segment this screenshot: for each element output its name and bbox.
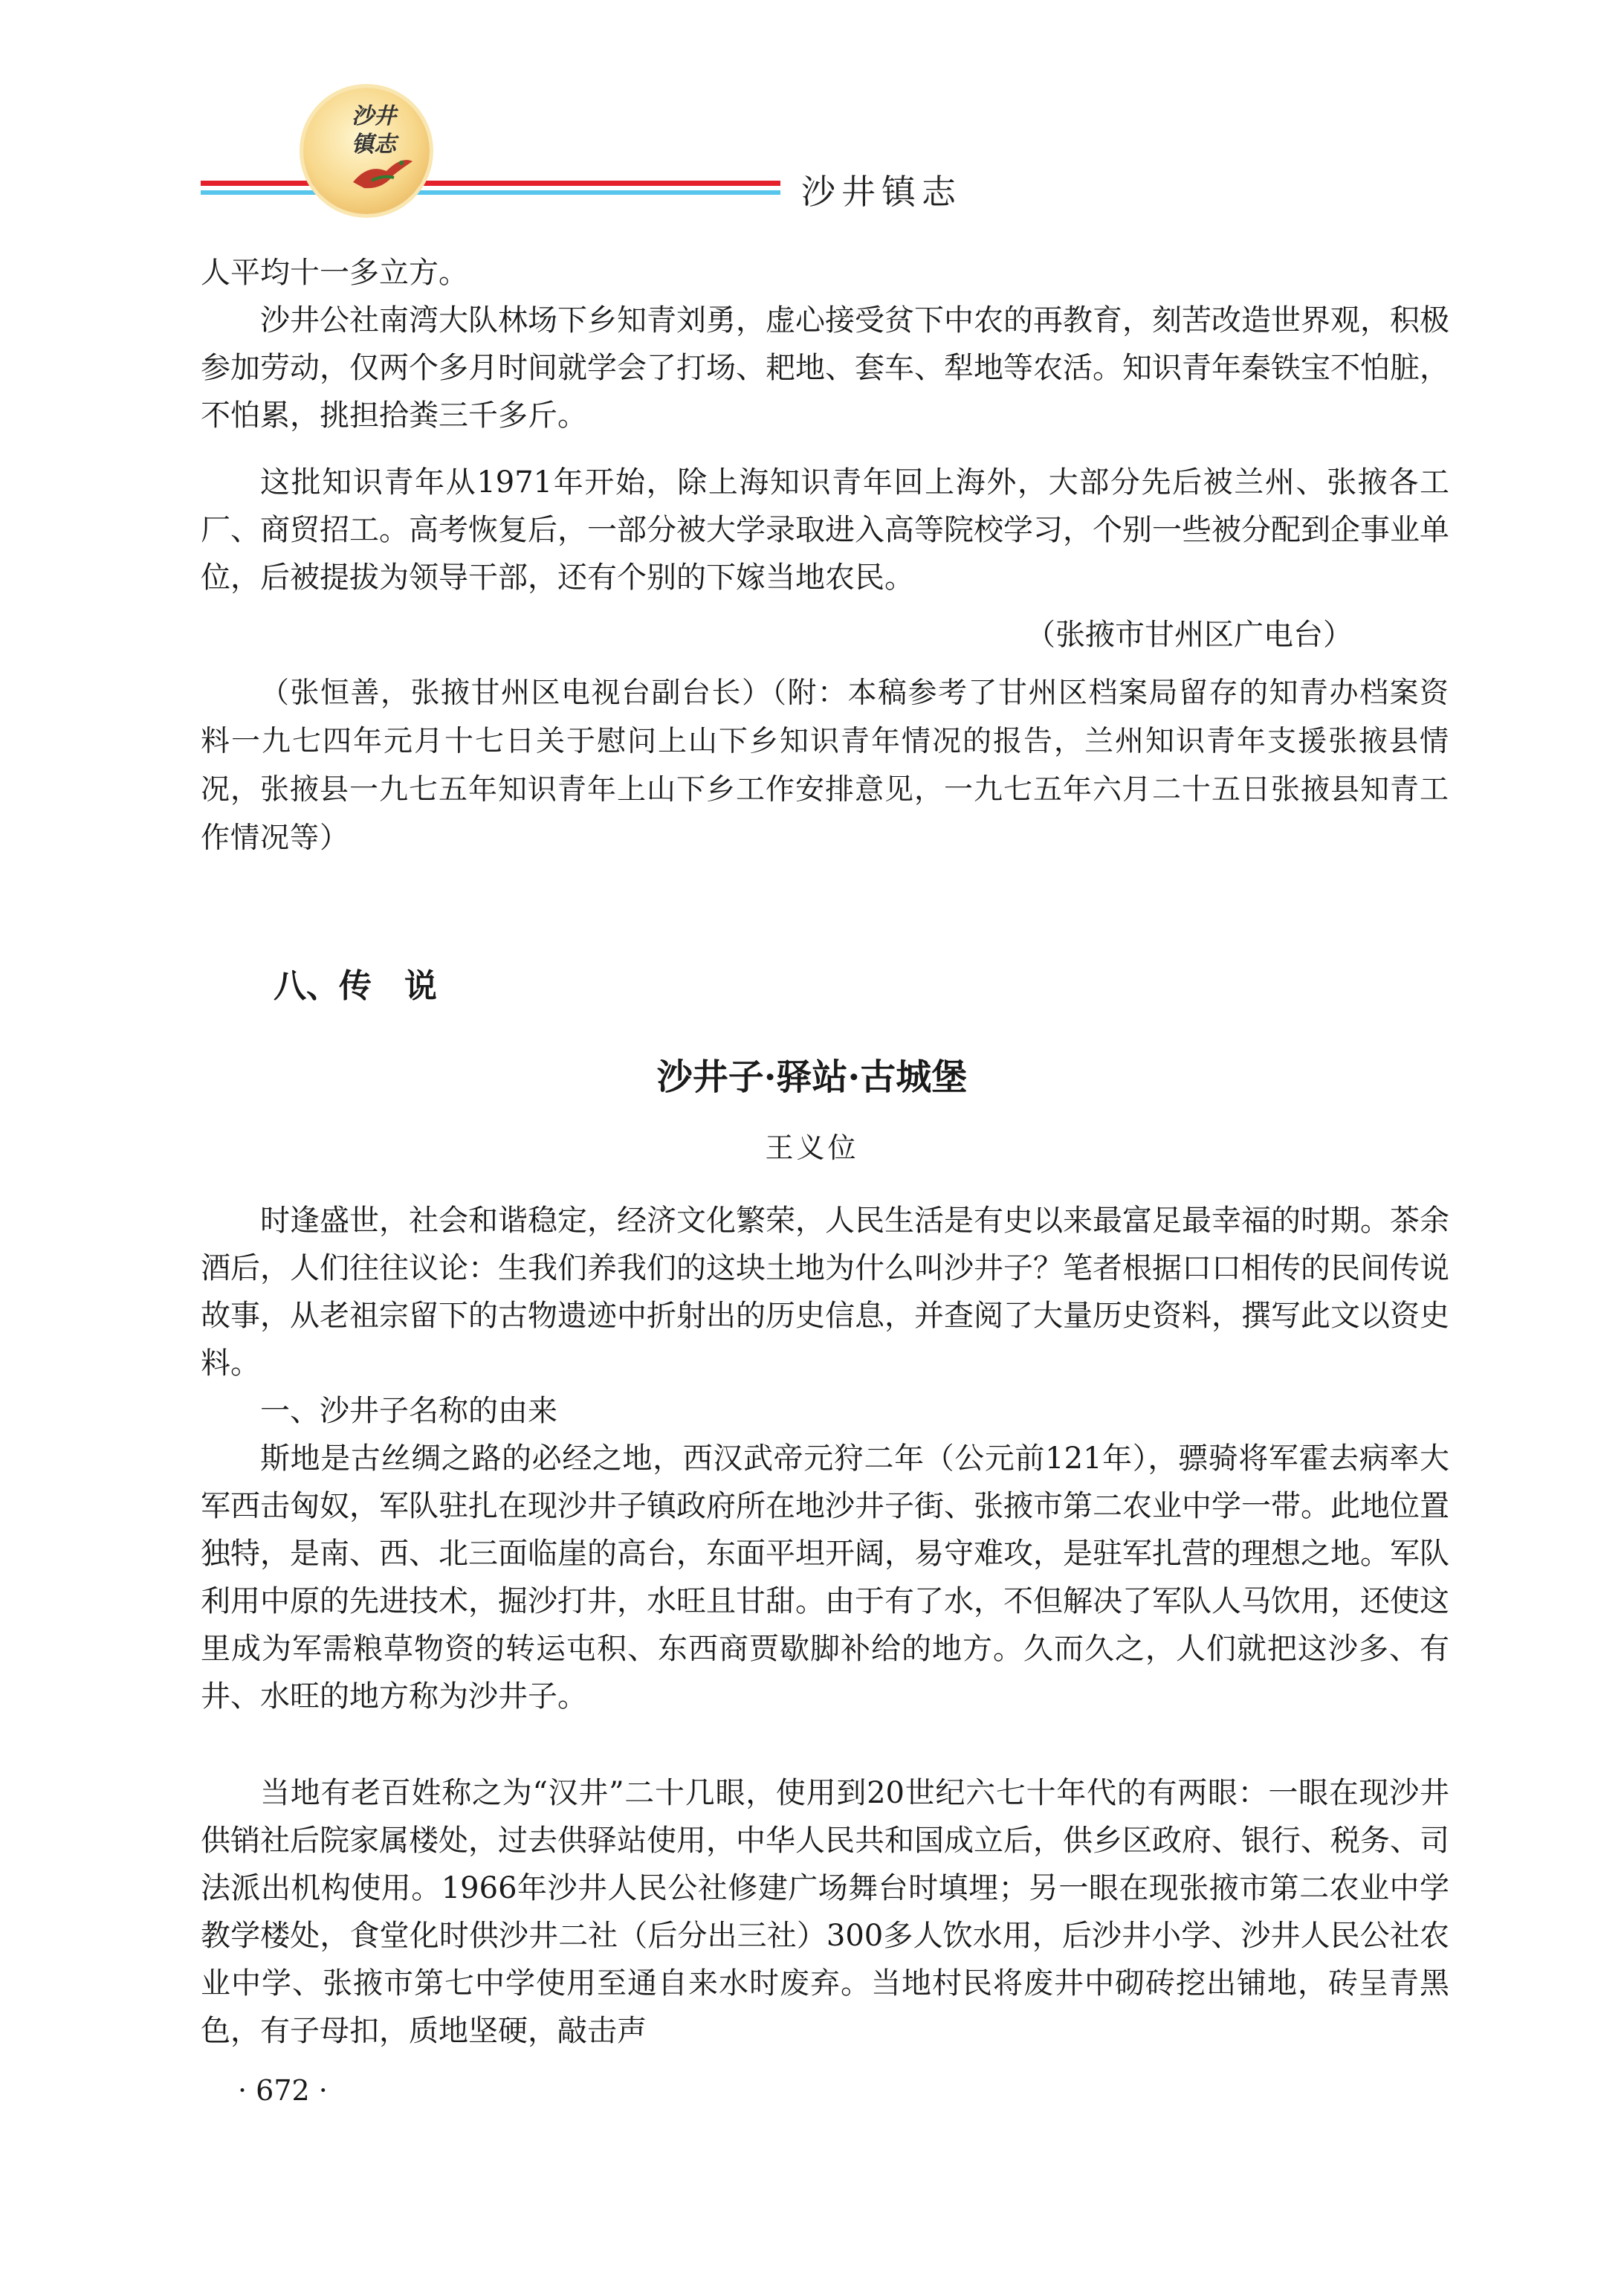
header-title: 沙井镇志 [801, 172, 962, 212]
header-rule-red [201, 181, 780, 186]
page-number: · 672 · [238, 2074, 328, 2107]
header-rule-blue [201, 190, 780, 195]
section-heading: 八、传 说 [274, 967, 437, 1005]
paragraph: 这批知识青年从1971年开始，除上海知识青年回上海外，大部分先后被兰州、张掖各工厂、商贸招工。高考恢复后，一部分被大学录取进入高等院校学习，个别一些被分配到企事业单位，后被提拔为领导干部，还有个别的下嫁当地农民。 [201, 465, 1449, 595]
paragraph: 沙井公社南湾大队林场下乡知青刘勇，虚心接受贫下中农的再教育，刻苦改造世界观，积极参加劳动，仅两个多月时间就学会了打场、耙地、套车、犁地等农活。知识青年秦铁宝不怕脏，不怕累，挑担拾粪三千多斤。 [201, 303, 1449, 433]
source-attribution: （张掖市甘州区广电台） [1026, 618, 1353, 652]
paragraph: 斯地是古丝绸之路的必经之地，西汉武帝元狩二年（公元前121年），骠骑将军霍去病率大军西击匈奴，军队驻扎在现沙井子镇政府所在地沙井子街、张掖市第二农业中学一带。此地位置独特，是南、西、北三面临崖的高台，东面平坦开阔，易守难攻，是驻军扎营的理想之地。军队利用中原的先进技术，掘沙打井，水旺且甘甜。由于有了水，不但解决了军队人马饮用，还使这里成为军需粮草物资的转运屯积、东西商贾歇脚补给的地方。久而久之，人们就把这沙多、有井、水旺的地方称为沙井子。 [201, 1441, 1449, 1714]
bird-icon [349, 152, 416, 193]
author: 王义位 [765, 1131, 859, 1164]
paragraph: 人平均十一多立方。 [201, 256, 468, 290]
paragraph: 当地有老百姓称之为“汉井”二十几眼，使用到20世纪六七十年代的有两眼：一眼在现沙井供销社后院家属楼处，过去供驿站使用，中华人民共和国成立后，供乡区政府、银行、税务、司法派出机构使用。1966年沙井人民公社修建广场舞台时填埋；另一眼在现张掖市第二农业中学教学楼处，食堂化时供沙井二社（后分出三社）300多人饮水用，后沙井小学、沙井人民公社农业中学、张掖市第七中学使用至通自来水时废弃。当地村民将废井中砌砖挖出铺地，砖呈青黑色，有子母扣，质地坚硬，敲击声 [201, 1776, 1449, 2048]
reference-note: （张恒善，张掖甘州区电视台副台长）（附：本稿参考了甘州区档案局留存的知青办档案资料一九七四年元月十七日关于慰问上山下乡知识青年情况的报告，兰州知识青年支援张掖县情况，张掖县一九七五年知识青年上山下乡工作安排意见，一九七五年六月二十五日张掖县知青工作情况等） [201, 676, 1450, 855]
subheading: 一、沙井子名称的由来 [260, 1394, 557, 1428]
logo-text: 沙井 镇志 [352, 103, 396, 158]
article-title: 沙井子·驿站·古城堡 [656, 1056, 968, 1098]
paragraph: 时逢盛世，社会和谐稳定，经济文化繁荣，人民生活是有史以来最富足最幸福的时期。茶余酒后，人们往往议论：生我们养我们的这块土地为什么叫沙井子？笔者根据口口相传的民间传说故事，从老祖宗留下的古物遗迹中折射出的历史信息，并查阅了大量历史资料，撰写此文以资史料。 [201, 1204, 1449, 1381]
